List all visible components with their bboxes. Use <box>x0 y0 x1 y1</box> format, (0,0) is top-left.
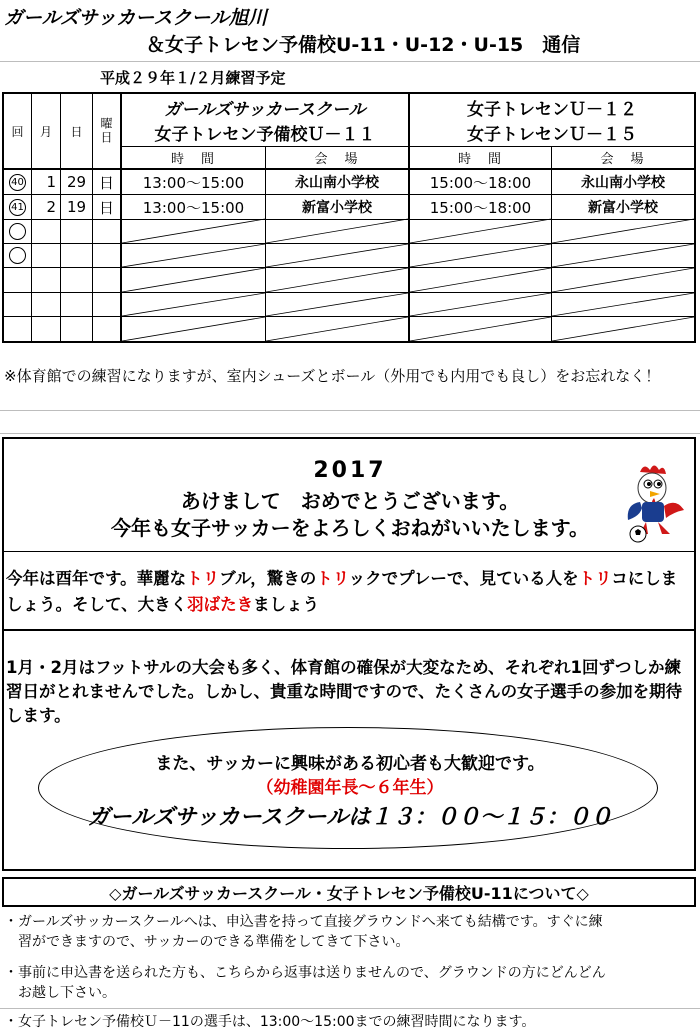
greeting-line-1: あけまして おめでとうございます。 <box>180 489 520 513</box>
greeting-year: 2017 <box>313 458 387 483</box>
futsal-paragraph: 1月・2月はフットサルの大会も多く、体育館の確保が大変なため、それぞれ1回ずつしか練習日がとれませんでした。しかし、貴重な時間ですので、たくさんの女子選手の参加を期待します。 <box>6 658 683 725</box>
table-row-time1: 13:00〜15:00 <box>142 173 245 192</box>
gridline <box>0 1008 700 1009</box>
sub-header-time-1: 時 間 <box>170 152 216 167</box>
table-row-day: 19 <box>66 198 87 216</box>
table-row-youbi: 日 <box>98 173 114 192</box>
greeting-line-2: 今年も女子サッカーをよろしくおねがいいたします。 <box>111 516 589 540</box>
equipment-note: ※体育館での練習になりますが、室内シューズとボール（外用でも内用でも良し）をお忘れなく！ <box>4 367 661 385</box>
table-row-venue1: 永山南小学校 <box>295 175 379 191</box>
rooster-year-paragraph: 今年は酉年です。華麗なトリブル，驚きのトリックでプレーで、見ている人をトリコにしましょう。そして、大きく羽ばたきましょう <box>6 569 678 614</box>
col-header-month: 月 <box>39 124 52 139</box>
table-row-time2: 15:00〜18:00 <box>429 173 532 192</box>
bullet-item: ・女子トレセン予備校Ｕ－11の選手は、13:00〜15:00までの練習時間になります。 <box>4 1014 536 1030</box>
title-line-2: ＆女子トレセン予備校U-11・U-12・U-15 通信 <box>146 34 581 56</box>
sub-header-venue-1: 会 場 <box>314 152 360 167</box>
empty-kai-marker <box>4 244 31 267</box>
sub-header-venue-2: 会 場 <box>600 152 646 167</box>
table-row-venue2: 新富小学校 <box>588 200 658 216</box>
bullet-item: ・事前に申込書を送られた方も、こちらから返事は送りませんので、グラウンドの方にどんどん お越し下さい。 <box>4 965 606 1001</box>
gridline <box>0 433 700 434</box>
table-row-kai: 41 <box>4 195 31 219</box>
table-row-venue2: 永山南小学校 <box>581 175 665 191</box>
table-row-month: 1 <box>46 173 56 191</box>
schedule-subtitle: 平成２９年１/２月練習予定 <box>100 69 286 87</box>
oval-line-3: ガールズサッカースクールは１３：００〜１５：００ <box>87 805 613 830</box>
group2-title-1: 女子トレセンＵ－１２ <box>467 99 637 120</box>
table-row-time2: 15:00〜18:00 <box>429 198 532 217</box>
empty-cell-diagonals <box>122 170 696 341</box>
group1-title-1: ガールズサッカースクール <box>164 99 366 120</box>
col-header-day: 日 <box>70 124 83 139</box>
rooster-mascot-icon <box>618 462 690 544</box>
table-row-month: 2 <box>46 198 56 216</box>
oval-line-2: （幼稚園年長〜６年生） <box>256 778 444 798</box>
oval-line-1: また、サッカーに興味がある初心者も大歓迎です。 <box>155 754 545 774</box>
table-row-youbi: 日 <box>98 198 114 217</box>
group1-title-2: 女子トレセン予備校Ｕ－１１ <box>154 124 376 145</box>
group2-title-2: 女子トレセンＵ－１５ <box>467 124 637 145</box>
empty-kai-marker <box>4 220 31 243</box>
section-title: ◇ガールズサッカースクール・女子トレセン予備校U-11について◇ <box>2 877 696 907</box>
gridline <box>0 410 700 411</box>
title-line-1: ガールズサッカースクール旭川 <box>4 7 267 29</box>
gridline <box>0 61 700 62</box>
sub-header-time-2: 時 間 <box>457 152 503 167</box>
bullet-item: ・ガールズサッカースクールへは、申込書を持って直接グラウンドへ来ても結構です。すぐに練 習ができますので、サッカーのできる準備をしてきて下さい。 <box>4 914 603 950</box>
table-row-venue1: 新富小学校 <box>302 200 372 216</box>
table-row-day: 29 <box>66 173 87 191</box>
table-row-time1: 13:00〜15:00 <box>142 198 245 217</box>
col-header-youbi: 曜日 <box>99 117 113 145</box>
table-row-kai: 40 <box>4 170 31 194</box>
col-header-kai: 回 <box>11 124 24 139</box>
